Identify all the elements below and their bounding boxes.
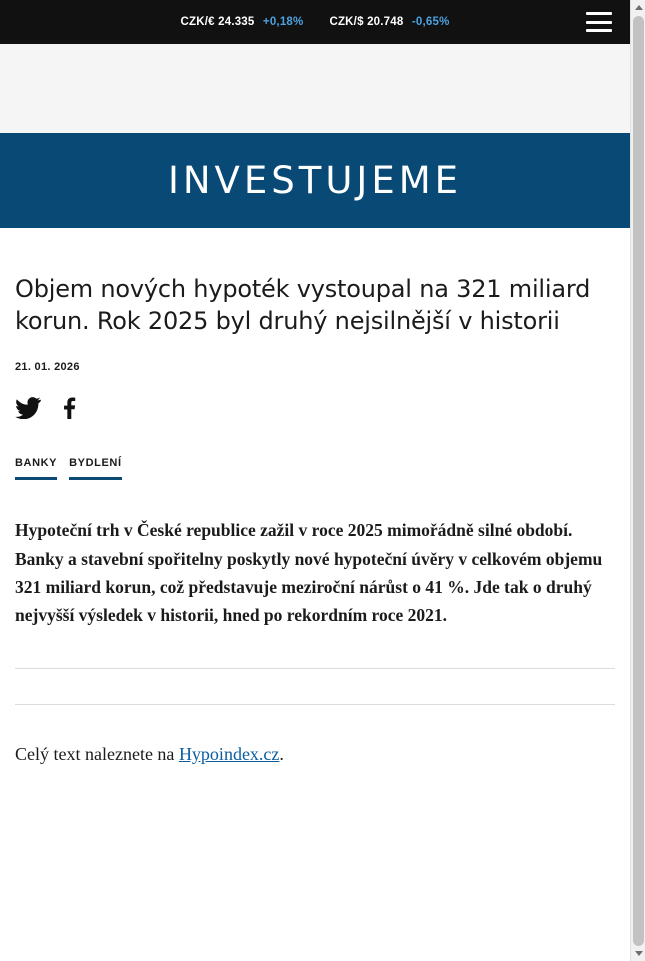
twitter-share-icon[interactable] xyxy=(15,397,41,419)
outro-prefix: Celý text naleznete na xyxy=(15,743,179,764)
ticker-item[interactable] xyxy=(329,16,449,28)
tag-bydleni[interactable]: BYDLENÍ xyxy=(69,457,121,480)
site-logo[interactable]: INVESTUJEME xyxy=(167,159,463,202)
site-header-band xyxy=(0,133,630,228)
divider-bottom xyxy=(15,704,615,705)
ticker-pair: CZK/$ xyxy=(329,16,364,28)
article-date: 21. 01. 2026 xyxy=(15,361,80,374)
ticker-value: 24.335 xyxy=(218,16,255,28)
ad-banner-placeholder xyxy=(0,44,630,133)
ticker-value: 20.748 xyxy=(367,16,404,28)
hypoindex-link[interactable]: Hypoindex.cz xyxy=(178,743,280,764)
ticker-item[interactable] xyxy=(180,16,303,28)
ticker-items xyxy=(180,16,449,28)
facebook-share-icon[interactable] xyxy=(63,397,89,419)
outro-suffix: . xyxy=(279,743,284,764)
top-ticker-bar xyxy=(0,0,630,44)
scroll-up-arrow-icon[interactable] xyxy=(631,0,645,15)
ticker-change: +0,18% xyxy=(262,16,304,28)
ticker-pair: CZK/€ xyxy=(180,16,215,28)
share-row xyxy=(15,395,615,421)
divider-top xyxy=(15,668,615,669)
hamburger-menu-icon[interactable] xyxy=(586,12,612,32)
ticker-change: -0,65% xyxy=(411,16,450,28)
scroll-down-arrow-icon[interactable] xyxy=(631,946,645,961)
vertical-scrollbar[interactable] xyxy=(630,0,645,961)
article-container xyxy=(0,274,630,768)
page-title: Objem nových hypoték vystoupal na 321 miliard korun. Rok 2025 byl druhý nejsilnější v historii xyxy=(15,275,591,335)
article-outro xyxy=(15,741,615,768)
tag-banky[interactable]: BANKY xyxy=(15,457,57,480)
scrollbar-thumb[interactable] xyxy=(633,16,644,946)
article-tags xyxy=(15,457,615,480)
article-perex: Hypoteční trh v České republice zažil v roce 2025 mimořádně silné období. Banky a stavební spořitelny poskytly nové hypoteční úvěry v celkovém objemu 321 miliard korun, což představuje meziroční nárůst o 41 %. Jde tak o druhý nejvyšší výsledek v historii, hned po rekordním roce 2021. xyxy=(15,520,603,626)
